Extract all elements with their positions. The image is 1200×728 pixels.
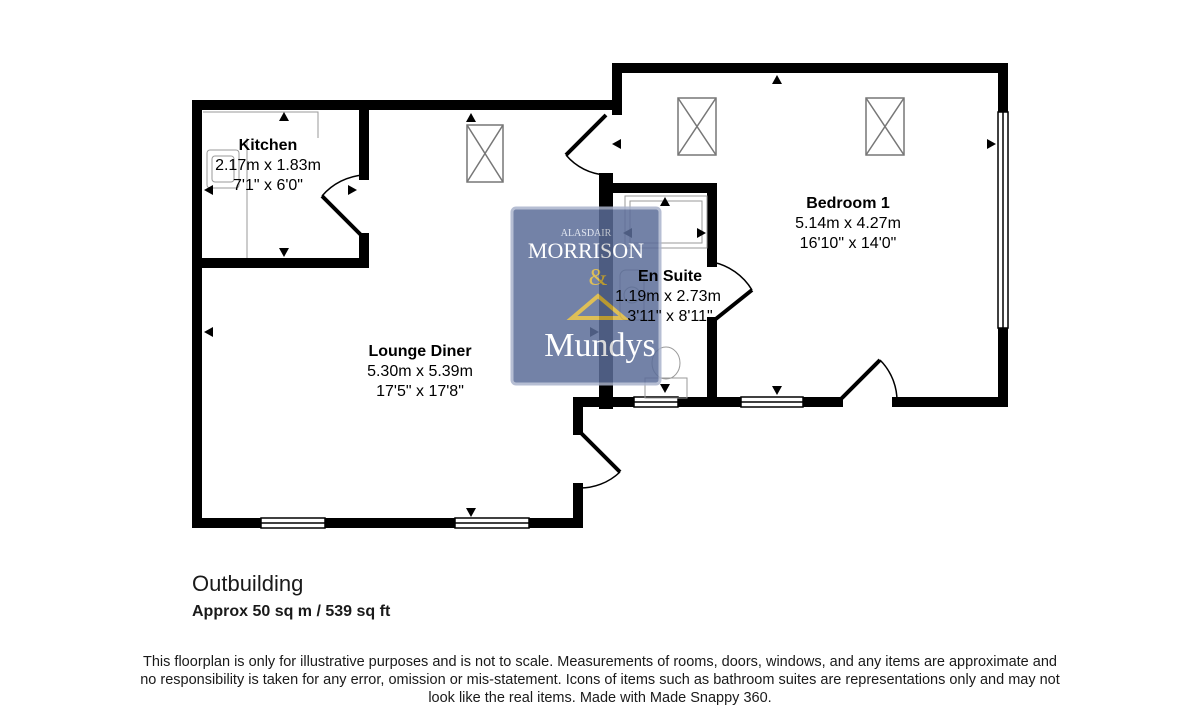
arrow-up-icon (772, 75, 782, 84)
ensuite-imperial: 3'11" x 8'11" (627, 308, 713, 325)
lounge-metric: 5.30m x 5.39m (367, 363, 473, 380)
arrow-left-icon (612, 139, 621, 149)
arrow-left-icon (204, 185, 213, 195)
arrow-down-icon (660, 384, 670, 393)
kitchen-name: Kitchen (238, 137, 298, 154)
door-lounge-bedroom (566, 115, 606, 175)
kitchen-metric: 2.17m x 1.83m (215, 157, 321, 174)
disclaimer: This floorplan is only for illustrative purposes and is not to scale. Measurements of rooms, doors, windows, and any items are approximate and no responsibility is taken for any error, omission or mis-statement. Icons of items such as bathroom suites are representations only and may not look like the real items. Made with Made Snappy 360. (140, 654, 1060, 706)
watermark-line-3: & (588, 265, 608, 291)
arrow-down-icon (772, 386, 782, 395)
arrow-up-icon (279, 112, 289, 121)
building-area: Approx 50 sq m / 539 sq ft (192, 603, 391, 620)
watermark-line-1: ALASDAIR (560, 228, 612, 239)
arrow-right-icon (348, 185, 357, 195)
door-lounge-exterior (578, 430, 620, 488)
kitchen-imperial: 7'1" x 6'0" (233, 177, 303, 194)
watermark-line-4: Mundys (544, 327, 656, 364)
bedroom-metric: 5.14m x 4.27m (795, 215, 901, 232)
door-kitchen (322, 175, 364, 238)
bedroom-imperial: 16'10" x 14'0" (799, 235, 897, 252)
lounge-name: Lounge Diner (368, 343, 472, 360)
building-title: Outbuilding (192, 571, 304, 596)
arrow-down-icon (279, 248, 289, 257)
lounge-imperial: 17'5" x 17'8" (376, 383, 464, 400)
ensuite-name: En Suite (637, 268, 703, 285)
arrow-up-icon (466, 113, 476, 122)
arrow-right-icon (987, 139, 996, 149)
bedroom-name: Bedroom 1 (806, 195, 890, 212)
arrow-left-icon (204, 327, 213, 337)
arrow-down-icon (466, 508, 476, 517)
door-bedroom-exterior (838, 360, 897, 402)
watermark-line-2: MORRISON (527, 238, 645, 263)
ensuite-metric: 1.19m x 2.73m (615, 288, 721, 305)
skylights (467, 98, 904, 182)
